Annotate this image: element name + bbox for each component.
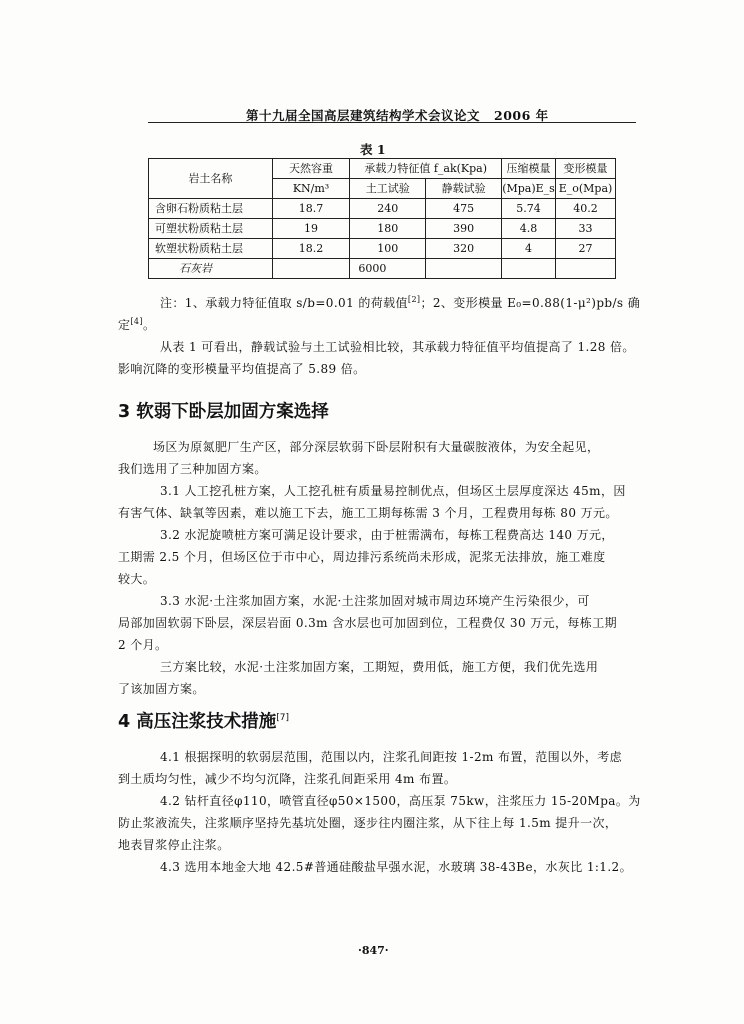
col-header-compress-2: (Mpa)E_s — [502, 179, 556, 199]
cell-name: 含卵石粉质粘土层 — [149, 199, 273, 219]
cell-name: 可塑状粉质粘土层 — [149, 219, 273, 239]
cell-eo — [556, 259, 616, 279]
paragraph-line: 有害气体、缺氧等因素，难以施工下去，施工工期每栋需 3 个月，工程费用每栋 80 万元。 — [118, 506, 618, 520]
table-row — [149, 259, 616, 279]
citation: [2] — [407, 295, 421, 304]
header-title: 第十九届全国高层建筑结构学术会议论文 — [246, 108, 481, 123]
cell-eo: 40.2 — [556, 199, 616, 219]
paragraph-line: 了该加固方案。 — [118, 682, 205, 696]
paragraph-line: 3.3 水泥·土注浆加固方案，水泥·土注浆加固对城市周边环境产生污染很少，可 — [160, 594, 590, 608]
cell-soil: 240 — [350, 199, 426, 219]
header-year: 2006 年 — [494, 108, 549, 123]
table-row — [149, 219, 616, 239]
cell-static: 390 — [426, 219, 502, 239]
col-header-deform-2: E_o(Mpa) — [556, 179, 616, 199]
paragraph-line: 局部加固软弱下卧层，深层岩面 0.3m 含水层也可加固到位，工程费仅 30 万元，每栋工期 — [118, 616, 617, 630]
cell-static: 475 — [426, 199, 502, 219]
paragraph-line: 到土质均匀性，减少不均匀沉降，注浆孔间距采用 4m 布置。 — [118, 772, 457, 786]
cell-name: 石灰岩 — [149, 259, 273, 279]
cell-eo: 27 — [556, 239, 616, 259]
paragraph-line: 4.3 选用本地金大地 42.5#普通硅酸盐早强水泥，水玻璃 38-43Be，水灰比 1:1.2。 — [160, 860, 632, 874]
cell-name: 软塑状粉质粘土层 — [149, 239, 273, 259]
cell-eo: 33 — [556, 219, 616, 239]
cell-soil: 6000 — [350, 259, 426, 279]
section-heading-3: 3 软弱下卧层加固方案选择 — [118, 402, 329, 422]
paragraph-line: 4.1 根据探明的软弱层范围，范围以内，注浆孔间距按 1-2m 布置，范围以外，考虑 — [160, 750, 623, 764]
cell-density — [272, 259, 350, 279]
col-header-name: 岩土名称 — [149, 159, 273, 199]
col-header-density-2: KN/m³ — [272, 179, 350, 199]
paragraph-line: 4.2 钻杆直径φ110，喷管直径φ50×1500，高压泵 75kw，注浆压力 15-20Mpa。为 — [160, 794, 641, 808]
section-title-text: 4 高压注浆技术措施 — [118, 712, 277, 732]
col-header-bearing-static: 静载试验 — [426, 179, 502, 199]
cell-density: 18.7 — [272, 199, 350, 219]
paragraph-line: 防止浆液流失，注浆顺序坚持先基坑处圈，逐步往内圈注浆，从下往上每 1.5m 提升一次， — [118, 816, 618, 830]
paragraph-line: 3.1 人工挖孔桩方案，人工挖孔桩有质量易控制优点，但场区土层厚度深达 45m，因 — [160, 484, 626, 498]
running-header — [148, 106, 636, 123]
paragraph-line: 3.2 水泥旋喷桩方案可满足设计要求，由于桩需满布，每栋工程费高达 140 万元， — [160, 528, 614, 542]
table-note-line1 — [160, 292, 640, 314]
cell-soil: 180 — [350, 219, 426, 239]
paragraph-line: 从表 1 可看出，静载试验与土工试验相比较，其承载力特征值平均值提高了 1.28 倍。 — [160, 340, 635, 354]
note-text: ；2、变形模量 E₀=0.88(1-μ²)pb/s 确 — [420, 296, 641, 310]
table-row — [149, 199, 616, 219]
cell-es — [502, 259, 556, 279]
cell-density: 18.2 — [272, 239, 350, 259]
paragraph-line: 我们选用了三种加固方案。 — [118, 462, 267, 476]
col-header-density-1: 天然容重 — [272, 159, 350, 179]
paragraph-line: 地表冒浆停止注浆。 — [118, 838, 230, 852]
table-header-row — [149, 159, 616, 179]
page-number: ·847· — [358, 944, 389, 957]
paragraph-line: 场区为原氮肥厂生产区，部分深层软弱下卧层附积有大量碳胺液体，为安全起见， — [153, 440, 600, 454]
paragraph-line: 2 个月。 — [118, 638, 168, 652]
col-header-bearing-soil: 土工试验 — [350, 179, 426, 199]
note-text: 定 — [118, 318, 131, 332]
note-text: 。 — [142, 318, 156, 332]
note-text: 注：1、承载力特征值取 s/b=0.01 的荷载值 — [160, 296, 408, 310]
cell-soil: 100 — [350, 239, 426, 259]
paragraph-line: 工期需 2.5 个月，但场区位于市中心，周边排污系统尚未形成，泥浆无法排放，施工难度 — [118, 550, 606, 564]
citation: [4] — [130, 317, 143, 326]
paragraph-line: 较大。 — [118, 572, 156, 586]
col-header-bearing: 承载力特征值 f_ak(Kpa) — [350, 159, 502, 179]
table-row — [149, 239, 616, 259]
cell-density: 19 — [272, 219, 350, 239]
cell-es: 4 — [502, 239, 556, 259]
col-header-deform-1: 变形模量 — [556, 159, 616, 179]
cell-static: 320 — [426, 239, 502, 259]
paragraph-line: 影响沉降的变形模量平均值提高了 5.89 倍。 — [118, 362, 366, 376]
cell-es: 4.8 — [502, 219, 556, 239]
col-header-compress-1: 压缩模量 — [502, 159, 556, 179]
table-note-line2 — [118, 314, 155, 336]
cell-es: 5.74 — [502, 199, 556, 219]
section-heading-4 — [118, 708, 289, 733]
soil-properties-table — [148, 158, 616, 279]
table-caption: 表 1 — [360, 142, 386, 157]
paragraph-line: 三方案比较，水泥·土注浆加固方案，工期短，费用低，施工方便，我们优先选用 — [160, 660, 599, 674]
cell-static — [426, 259, 502, 279]
citation: [7] — [276, 713, 290, 724]
